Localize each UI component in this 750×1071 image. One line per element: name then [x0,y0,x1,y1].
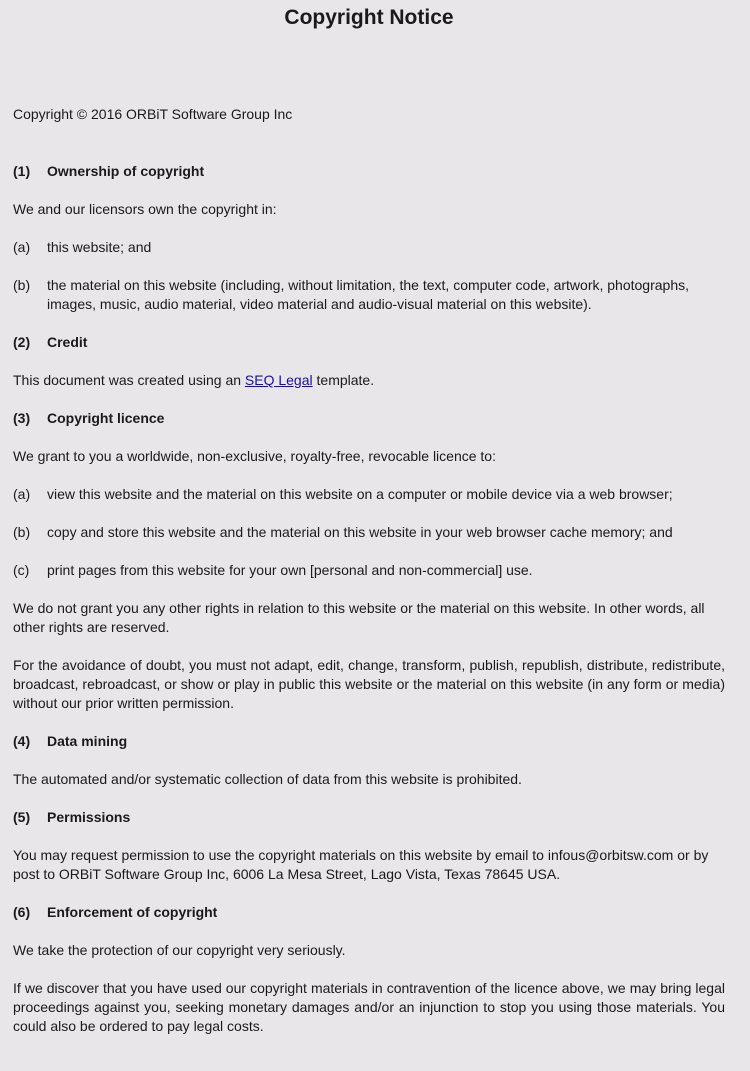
section-number: (6) [13,904,31,920]
section-number: (4) [13,733,31,749]
section-heading-ownership [13,162,725,181]
seq-legal-link[interactable]: SEQ Legal [244,372,313,388]
section-title: Permissions [47,809,131,825]
section-number: (3) [13,410,31,426]
item-marker: (b) [13,277,31,293]
licence-paragraph: We do not grant you any other rights in relation to this website or the material on this website. In other words, all other rights are reserved. [13,600,705,635]
permissions-paragraph: You may request permission to use the copyright materials on this website by email to infous@orbitsw.com or by post to ORBiT Software Group Inc, 6006 La Mesa Street, Lago Vista, Texas 78645 USA. [13,847,709,882]
item-marker: (c) [13,562,30,578]
section-intro: We and our licensors own the copyright in: [13,201,277,217]
licence-paragraph: For the avoidance of doubt, you must not adapt, edit, change, transform, publish, republish, distribute, redistribute, broadcast, rebroadcast, or show or play in public this website or the material on this website (in any form or media) without our prior written permission. [13,657,725,711]
section-title: Credit [47,334,88,350]
section-intro: We grant to you a worldwide, non-exclusive, royalty-free, revocable licence to: [13,448,496,464]
item-text: view this website and the material on this website on a computer or mobile device via a web browser; [47,486,673,502]
list-item [13,276,725,314]
section-heading-enforcement [13,903,725,922]
list-item [13,561,725,580]
item-text: print pages from this website for your own [personal and non-commercial] use. [47,562,533,578]
credit-text-before: This document was created using an [13,372,245,388]
section-heading-credit [13,333,725,352]
item-marker: (a) [13,239,31,255]
enforcement-paragraph: We take the protection of our copyright very seriously. [13,942,346,958]
document-body [13,105,725,1055]
section-heading-permissions [13,808,725,827]
list-item [13,238,725,257]
page-title: Copyright Notice [284,6,454,29]
list-item [13,485,725,504]
credit-text-after: template. [312,372,375,388]
section-heading-data-mining [13,732,725,751]
section-title: Enforcement of copyright [47,904,218,920]
enforcement-paragraph: If we discover that you have used our copyright materials in contravention of the licence above, we may bring legal proceedings against you, seeking monetary damages and/or an injunction to stop you using those materials. You could also be ordered to pay legal costs. [13,980,725,1034]
credit-paragraph [13,371,725,390]
copyright-line: Copyright © 2016 ORBiT Software Group Inc [13,106,293,122]
section-number: (5) [13,809,31,825]
section-title: Data mining [47,733,128,749]
item-text: copy and store this website and the material on this website in your web browser cache memory; and [47,524,673,540]
section-title: Ownership of copyright [47,163,205,179]
item-marker: (a) [13,486,31,502]
spacer [13,143,725,162]
section-number: (1) [13,163,31,179]
list-item [13,523,725,542]
item-text: this website; and [47,239,152,255]
section-heading-licence [13,409,725,428]
data-mining-paragraph: The automated and/or systematic collection of data from this website is prohibited. [13,771,522,787]
section-number: (2) [13,334,31,350]
item-text: the material on this website (including, without limitation, the text, computer code, artwork, photographs, images, music, audio material, video material and audio-visual material on this website). [47,277,689,312]
section-title: Copyright licence [47,410,165,426]
item-marker: (b) [13,524,31,540]
